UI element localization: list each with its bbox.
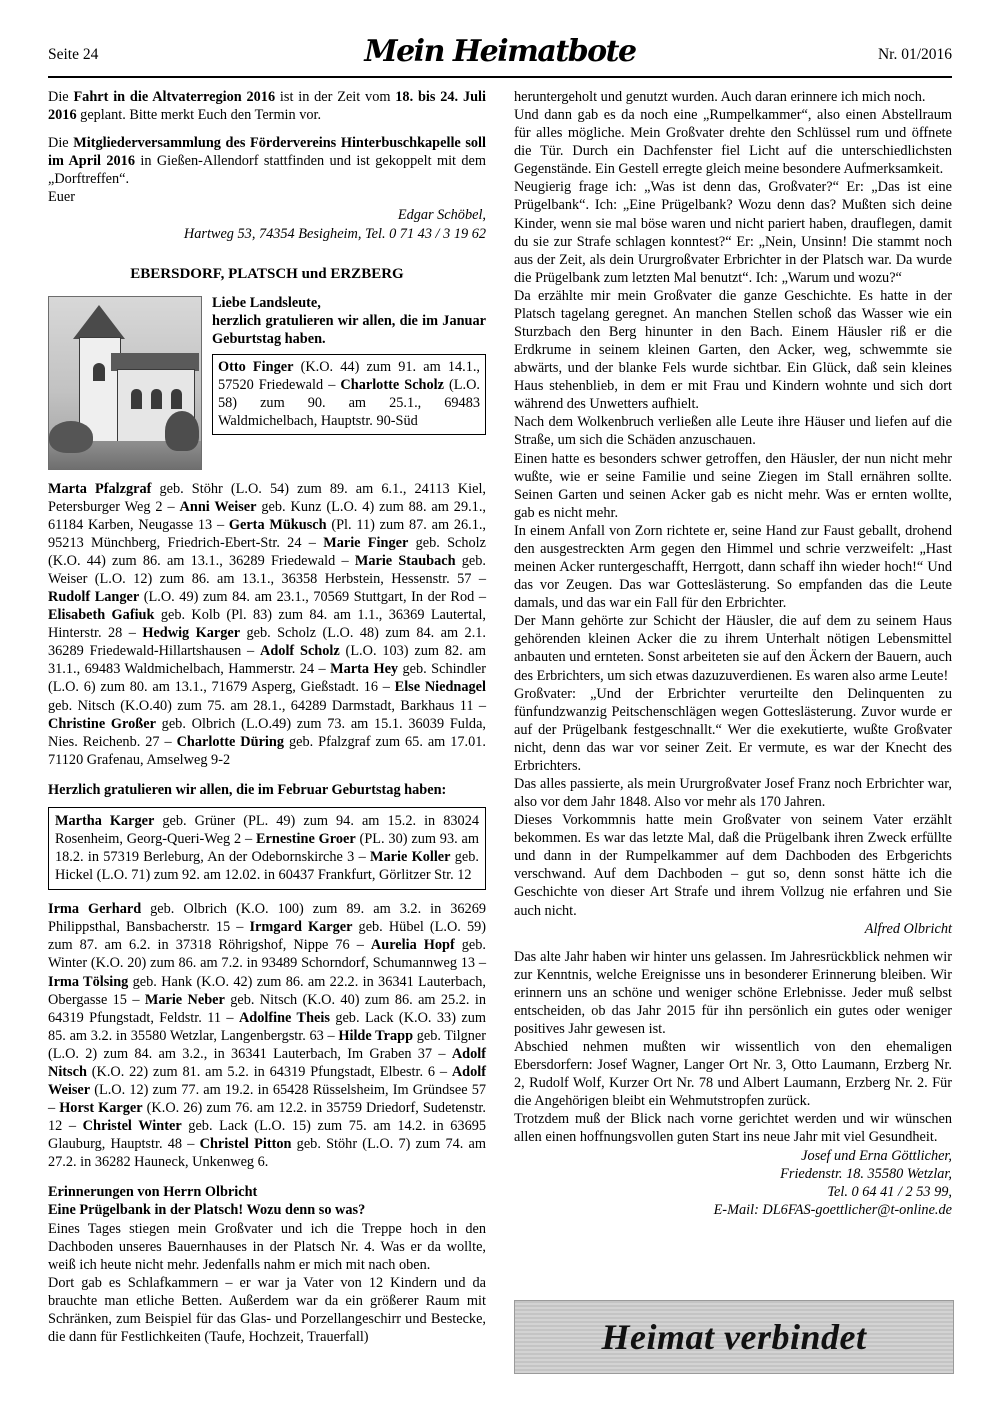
february-highlight-box: Martha Karger geb. Grüner (PL. 49) zum 94. am 15.2. in 83024 Rosenheim, Georg-Queri-Weg 2 – Ernestine Groer (PL. 30) zum 93. am 18.2. in 57319 Berleburg, An der Odebornskirche 3 – Marie Koller geb. Hickel (L.O. 71) zum 92. am 12.02. in 60437 Frankfurt, Görlitzer Str. 12	[48, 807, 486, 890]
signature-line-1: Edgar Schöbel,	[397, 207, 486, 224]
closing-signature-3: Tel. 0 64 41 / 2 53 99,	[827, 1183, 952, 1200]
story-paragraph-1: Eines Tages stiegen mein Großvater und ich die Treppe hoch in den Dachboden unseres Bauernhauses in der Platsch Nr. 4. Was er da wollte, weiß ich heute nicht mehr. Jedenfalls nahm er mich mit nach oben.	[48, 1220, 486, 1273]
publication-logo: Mein Heimatbote	[364, 34, 636, 69]
paragraph-mitgliederversammlung: Die Mitgliederversammlung des Fördervereins Hinterbuschkapelle soll im April 2016 in Gießen-Allendorf stattfinden und ist gekoppelt mit dem „Dorftreffen“.	[48, 135, 487, 188]
greeting-line-1: Liebe Landsleute,	[212, 294, 321, 311]
story-signature: Alfred Olbricht	[864, 920, 952, 937]
greeting-line-2: herzlich gratulieren wir allen, die im Januar Geburtstag haben.	[212, 312, 486, 347]
story-heading-2: Eine Prügelbank in der Platsch! Wozu denn so was?	[48, 1202, 366, 1219]
page-number-label: Seite 24	[48, 46, 99, 63]
header-divider	[48, 76, 952, 78]
february-birthdays-text: Irma Gerhard geb. Olbrich (K.O. 100) zum 89. am 3.2. in 36269 Philippsthal, Bansbacherstr. 15 – Irmgard Karger geb. Hübel (L.O. 59) zum 87. am 6.2. in 37318 Röhrigshof, Nippe 76 – Aurelia Hopf geb. Winter (K.O. 20) zum 86. am 7.2. in 93489 Schorndorf, Schumannweg 13 – Irma Tölsing geb. Hank (K.O. 42) zum 86. am 22.2. in 36341 Lauterbach, Obergasse 15 – Marie Neber geb. Nitsch (K.O. 40) zum 86. am 25.2. in 64319 Pfungstadt, Feldstr. 11 – Adolfine Theis geb. Lack (K.O. 33) zum 85. am 3.2. in 35580 Wetzlar, Langenbergstr. 63 – Hilde Trapp geb. Tilgner (L.O. 2) zum 84. am 3.2., in 36341 Lauterbach, Im Graben 37 – Adolf Nitsch (K.O. 22) zum 81. am 5.2. in 64319 Pfungstadt, Elbestr. 6 – Adolf Weiser (L.O. 12) zum 77. am 19.2. in 65428 Rüsselsheim, Im Gründsee 57 – Horst Karger (K.O. 26) zum 76. am 12.2. in 35759 Driedorf, Sudetenstr. 12 – Christel Winter geb. Lack (L.O. 15) zum 75. am 14.2. in 63695 Glauburg, Hauptstr. 48 – Christel Pitton geb. Stöhr (L.O. 7) zum 74. am 27.2. in 36282 Hauneck, Unkenweg 6.	[48, 901, 487, 1171]
paragraph-fahrt: Die Fahrt in die Altvaterregion 2016 ist in der Zeit vom 18. bis 24. Juli 2016 geplant. Bitte merkt Euch den Termin vor.	[48, 89, 486, 124]
right-column	[514, 88, 952, 1219]
section-heading-ebersdorf: EBERSDORF, PLATSCH und ERZBERG	[130, 265, 404, 282]
banner-text: Heimat verbindet	[601, 1317, 867, 1357]
february-heading: Herzlich gratulieren wir allen, die im Februar Geburtstag haben:	[48, 781, 447, 798]
right-paragraph-12: Das alte Jahr haben wir hinter uns gelassen. Im Jahresrückblick nehmen wir zur Kenntnis, welche Ereignisse uns in besonderer Erinnerung bleiben. Wir erinnern uns an schöne und weniger schöne Erlebnisse. Jeder muß selbst entscheiden, ob das Jahr 2015 für ihn persönlich ein gutes oder weniger positives Jahr gewesen ist.	[514, 948, 952, 1037]
closing-signature-1: Josef und Erna Göttlicher,	[801, 1147, 952, 1164]
photo-and-greeting-block	[48, 294, 486, 469]
signature-line-2: Hartweg 53, 74354 Besigheim, Tel. 0 71 43 / 3 19 62	[183, 225, 486, 242]
paragraph-euer: Euer	[48, 189, 75, 206]
january-birthdays-text: Marta Pfalzgraf geb. Stöhr (L.O. 54) zum 89. am 6.1., 24113 Kiel, Petersburger Weg 2 – Anni Weiser geb. Kunz (L.O. 4) zum 88. am 29.1., 61184 Karben, Neugasse 13 – Gerta Mükusch (Pl. 11) zum 87. am 26.1., 95213 Münchberg, Friedrich-Ebert-Str. 24 – Marie Finger geb. Scholz (K.O. 44) zum 86. am 13.1., 36289 Friedewald – Marie Staubach geb. Weiser (L.O. 12) zum 86. am 13.1., 36358 Herbstein, Hessenstr. 57 – Rudolf Langer (L.O. 49) zum 84. am 23.1., 70569 Stuttgart, In der Rod – Elisabeth Gafiuk geb. Kolb (Pl. 83) zum 84. am 1.1., 36369 Lautertal, Hinterstr. 28 – Hedwig Karger geb. Scholz (L.O. 48) zum 84. am 2.1. 36289 Friedewald-Hillartshausen – Adolf Scholz (L.O. 103) zum 82. am 31.1., 69483 Waldmichelbach, Hammerstr. 24 – Marta Hey geb. Schindler (L.O. 6) zum 80. am 13.1., 71679 Asperg, Gießstadt. 16 – Else Niednagel geb. Nitsch (K.O.40) zum 75. am 28.1., 64289 Darmstadt, Barkhaus 11 – Christine Großer geb. Olbrich (L.O.49) zum 73. am 15.1. 36039 Fulda, Nies. Reichenb. 27 – Charlotte Düring geb. Pfalzgraf zum 65. am 17.01. 71120 Grafenau, Amselweg 9-2	[48, 480, 487, 768]
right-paragraph-14: Trotzdem muß der Blick nach vorne gerichtet werden und wir wünschen allen einen hoffnungsvollen guten Start ins neue Jahr mit viel Gesundheit.	[514, 1111, 952, 1146]
heimat-verbindet-banner	[514, 1300, 954, 1374]
page-masthead	[48, 36, 952, 76]
right-paragraph-9: Großvater: „Und der Erbrichter verurteilte den Delinquenten zu fünfundzwanzig Peitschenschlägen wegen Gotteslästerung. Zuvor wurde er auf der Prügelbank festgeschnallt.“ Wer die exekutierte, wußte Großvater nicht, denn das war vor seiner Zeit. Er vermute, es war der Knecht des Erbrichters.	[514, 685, 952, 774]
right-paragraph-13: Abschied nehmen mußten wir wissentlich von den ehemaligen Ebersdorfern: Josef Wagner, Langer Ort Nr. 3, Otto Laumann, Erzberg Nr. 2, Rudolf Wolf, Kurzer Ort Nr. 78 und Albert Laumann, Erzberg Nr. 2. Für die Angehörigen bleibt ein Wehmutstropfen zurück.	[514, 1039, 952, 1110]
right-paragraph-3: Neugierig frage ich: „Was ist denn das, Großvater?“ Er: „Das ist eine Prügelbank“. Ich: „Eine Prügelbank? Wozu denn das? Mußten sich deine Kinder, wenn sie mal böse waren und nicht pariert haben, drauflegen, damit du sie zur Strafe schlagen konntest?“ Er: „Nein, Unsinn! Die stammt noch aus der Zeit, als dein Ururgroßvater Erbrichter in der Platsch war. Da wurde die Prügelbank zum letzten Mal benutzt“. Ich: „Warum und wozu?“	[514, 179, 952, 286]
right-paragraph-8: Der Mann gehörte zur Schicht der Häusler, die auf dem zu seinem Haus gehörenden kleinen Acker die zu ihrem Unterhalt nötigen Lebensmittel anbauten und ernteten. Sonst arbeiteten sie auf den Äckern der Bauern, auch des Erbrichters, um sich etwas dazuzuverdienen. Es waren also arme Leute!	[514, 613, 952, 684]
right-paragraph-1: heruntergeholt und genutzt wurden. Auch daran erinnere ich mich noch.	[514, 89, 926, 105]
story-paragraph-2: Dort gab es Schlafkammern – er war ja Vater von 12 Kindern und da brauchte man etliche Betten. Außerdem war da ein größerer Raum mit Schränken, zum Beispiel für das Glas- und Porzellangeschirr und Bestecke, die dann für Festlichkeiten (Taufe, Hochzeit, Trauerfall)	[48, 1274, 486, 1346]
closing-signature-2: Friedenstr. 18. 35580 Wetzlar,	[780, 1165, 952, 1182]
right-paragraph-6: Einen hatte es besonders schwer getroffen, den Häusler, der nun nicht mehr wußte, wie er seine Familie und seine Ziegen im Stall ernähren sollte. Seinen Garten und seinen Acker gab es nicht mehr. Was er ernten wollte, gab es nicht mehr.	[514, 450, 952, 521]
right-paragraph-11: Dieses Vorkommnis hatte mein Großvater von seinem Vater erzählt bekommen. Es war das letzte Mal, daß die Prügelbank ihren Zweck erfüllte und dann in der Rumpelkammer auf dem Dachboden des Erbgerichts verschwand. Auf dem Dachboden – gut so, denn sonst hätte ich die Geschichte von dieser Art Strafe und ihrem Vollzug nie erfahren und Sie auch nicht.	[514, 812, 952, 919]
closing-signature-email: E-Mail: DL6FAS-goettlicher@t-online.de	[713, 1201, 952, 1218]
story-heading-1: Erinnerungen von Herrn Olbricht	[48, 1184, 258, 1201]
issue-number-label: Nr. 01/2016	[877, 46, 952, 63]
right-paragraph-4: Da erzählte mir mein Großvater die ganze Geschichte. Es hatte in der Platsch tagelang geregnet. An manchen Stellen schoß das Wasser wie ein Sturzbach den Berg hinunter in den Bach. Einem Häusler riß er die Erdkrume in seinem kleinen Garten, den Acker, weg, schwemmte sie abwärts, und der blanke Fels wurde sichtbar. Ein Glück, daß sein kleines Haus stehenblieb, in dem er mit Frau und Kindern wohnte und sich dort während des Unwetters aufhielt.	[514, 287, 952, 413]
left-column	[48, 88, 486, 1346]
church-photo	[48, 296, 202, 470]
right-paragraph-5: Nach dem Wolkenbruch verließen alle Leute ihre Häuser und liefen auf die Straße, um sich die Schäden anzuschauen.	[514, 414, 952, 449]
right-paragraph-2: Und dann gab es da noch eine „Rumpelkammer“, also einen Abstellraum für alles mögliche. Mein Großvater drehte den Schlüssel rum und öffnete die Tür. Durch ein Dachfenster fiel Licht auf die unterschiedlichsten Gegenstände. Ein Gestell erregte gleich meine besondere Aufmerksamkeit.	[514, 107, 952, 178]
right-paragraph-7: In einem Anfall von Zorn richtete er, seine Hand zur Faust geballt, drohend den ausgestreckten Arm gegen den Himmel und schrie verzweifelt: „Hast meinen Acker runtergeschafft, Herrgott, dann schaff ihn wieder hoch!“ Und das vor Zeugen. Das war Gotteslästerung. So empfanden das die Leute damals, und das war ein Fall für den Erbrichter.	[514, 522, 952, 612]
january-highlight-box: Otto Finger (K.O. 44) zum 91. am 14.1., 57520 Friedewald – Charlotte Scholz (L.O. 58) zum 90. am 25.1., 69483 Waldmichelbach, Hauptstr. 90-Süd	[212, 354, 486, 435]
right-paragraph-10: Das alles passierte, als mein Ururgroßvater Josef Franz noch Erbrichter war, also vor dem Jahr 1848. Also vor mehr als 170 Jahren.	[514, 775, 952, 811]
